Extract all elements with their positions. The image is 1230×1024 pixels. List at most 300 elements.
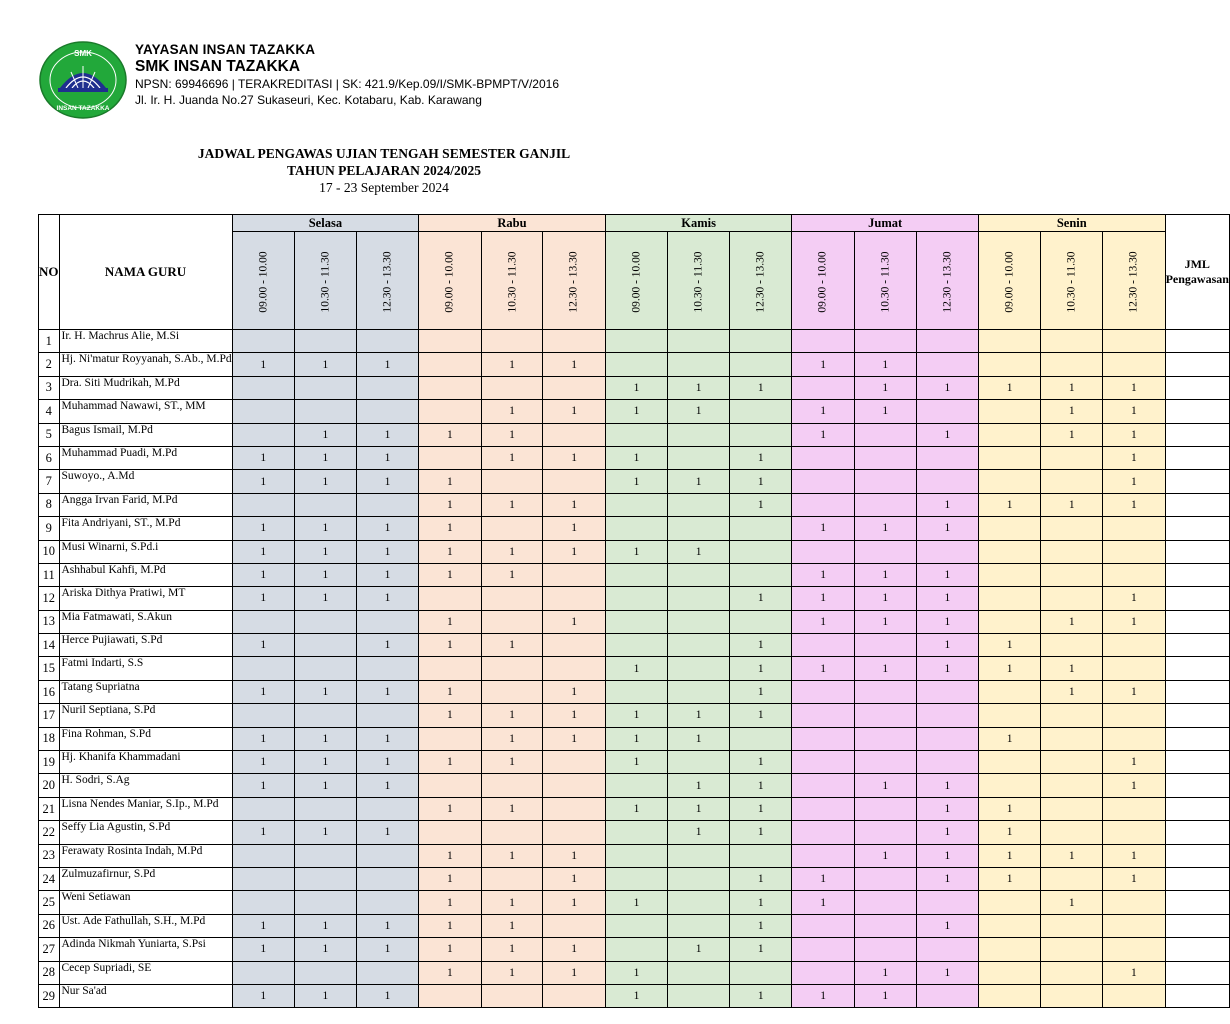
duty-cell [854,914,916,937]
duty-cell [1103,914,1165,937]
duty-cell: 1 [730,914,792,937]
duty-cell: 1 [854,376,916,399]
duty-cell [1103,891,1165,914]
row-number: 9 [39,517,60,540]
duty-cell [1103,984,1165,1007]
jml-cell [1165,938,1229,961]
duty-cell: 1 [294,517,356,540]
duty-cell [1103,353,1165,376]
row-number: 5 [39,423,60,446]
row-number: 29 [39,984,60,1007]
duty-cell [978,563,1040,586]
duty-cell [854,634,916,657]
duty-cell: 1 [543,517,605,540]
teacher-name: Nur Sa'ad [59,984,232,1007]
duty-cell [294,867,356,890]
duty-cell [232,610,294,633]
duty-cell [356,376,418,399]
duty-cell [978,330,1040,353]
duty-cell [792,797,854,820]
duty-cell: 1 [543,844,605,867]
slot-header [605,232,667,330]
slot-header [419,232,481,330]
duty-cell: 1 [854,400,916,423]
duty-cell: 1 [668,774,730,797]
duty-cell: 1 [543,353,605,376]
row-number: 2 [39,353,60,376]
duty-cell [356,844,418,867]
duty-cell: 1 [605,400,667,423]
duty-cell [792,376,854,399]
duty-cell: 1 [916,587,978,610]
table-row [39,821,1230,844]
duty-cell: 1 [232,938,294,961]
duty-cell [294,610,356,633]
duty-cell: 1 [356,634,418,657]
duty-cell [543,563,605,586]
duty-cell [916,470,978,493]
duty-cell: 1 [543,610,605,633]
row-number: 27 [39,938,60,961]
duty-cell: 1 [419,563,481,586]
table-row [39,540,1230,563]
duty-cell [356,493,418,516]
duty-cell: 1 [232,751,294,774]
duty-cell: 1 [543,493,605,516]
slot-label: 09.00 - 10.00 [630,250,643,313]
jml-cell [1165,914,1229,937]
duty-cell [730,400,792,423]
duty-cell: 1 [419,751,481,774]
duty-cell [481,587,543,610]
duty-cell: 1 [481,423,543,446]
duty-cell [668,914,730,937]
duty-cell [232,400,294,423]
duty-cell: 1 [978,634,1040,657]
duty-cell [1041,867,1103,890]
duty-cell [668,867,730,890]
jml-cell [1165,540,1229,563]
duty-cell [605,914,667,937]
duty-cell [978,961,1040,984]
duty-cell [481,821,543,844]
duty-cell [356,704,418,727]
duty-cell [605,353,667,376]
duty-cell: 1 [854,774,916,797]
row-number: 16 [39,680,60,703]
duty-cell [481,376,543,399]
duty-cell: 1 [419,797,481,820]
row-number: 18 [39,727,60,750]
duty-cell [605,517,667,540]
duty-cell: 1 [916,657,978,680]
duty-cell [543,657,605,680]
duty-cell [916,446,978,469]
day-header: Kamis [605,215,792,232]
duty-cell [232,376,294,399]
duty-cell [605,330,667,353]
table-row [39,938,1230,961]
duty-cell: 1 [854,353,916,376]
duty-cell: 1 [854,657,916,680]
duty-cell [792,680,854,703]
duty-cell [232,423,294,446]
duty-cell: 1 [232,634,294,657]
slot-header [543,232,605,330]
duty-cell [605,821,667,844]
duty-cell [668,657,730,680]
duty-cell: 1 [916,634,978,657]
duty-cell [668,587,730,610]
day-header: Rabu [419,215,606,232]
duty-cell [232,867,294,890]
row-number: 10 [39,540,60,563]
jml-cell [1165,634,1229,657]
duty-cell [481,610,543,633]
duty-cell [481,470,543,493]
slot-label: 09.00 - 10.00 [443,250,456,313]
duty-cell [294,330,356,353]
duty-cell [356,961,418,984]
duty-cell [730,727,792,750]
duty-cell [419,446,481,469]
duty-cell [668,751,730,774]
duty-cell [543,423,605,446]
duty-cell: 1 [356,751,418,774]
duty-cell [1041,751,1103,774]
duty-cell: 1 [916,797,978,820]
duty-cell: 1 [543,891,605,914]
duty-cell [419,774,481,797]
jml-cell [1165,821,1229,844]
duty-cell: 1 [730,984,792,1007]
duty-cell [356,610,418,633]
duty-cell [419,821,481,844]
teacher-name: Zulmuzafirnur, S.Pd [59,867,232,890]
duty-cell [668,634,730,657]
duty-cell: 1 [668,938,730,961]
row-number: 14 [39,634,60,657]
teacher-name: Angga Irvan Farid, M.Pd [59,493,232,516]
duty-cell: 1 [356,914,418,937]
row-number: 23 [39,844,60,867]
duty-cell [668,353,730,376]
duty-cell: 1 [730,891,792,914]
teacher-name: Mia Fatmawati, S.Akun [59,610,232,633]
table-row [39,470,1230,493]
slot-header [916,232,978,330]
duty-cell [232,493,294,516]
duty-cell: 1 [916,376,978,399]
duty-cell [1041,984,1103,1007]
duty-cell: 1 [294,470,356,493]
duty-cell [1103,563,1165,586]
duty-cell: 1 [1103,470,1165,493]
duty-cell: 1 [543,727,605,750]
duty-cell: 1 [730,867,792,890]
teacher-name: Fatmi Indarti, S.S [59,657,232,680]
table-row [39,797,1230,820]
teacher-name: Hj. Ni'matur Royyanah, S.Ab., M.Pd [59,353,232,376]
duty-cell [1041,914,1103,937]
duty-cell [294,961,356,984]
duty-cell [792,704,854,727]
jml-cell [1165,751,1229,774]
duty-cell: 1 [792,587,854,610]
jml-cell [1165,867,1229,890]
duty-cell: 1 [419,517,481,540]
teacher-name: Fina Rohman, S.Pd [59,727,232,750]
duty-cell [543,797,605,820]
row-number: 24 [39,867,60,890]
duty-cell [232,797,294,820]
duty-cell: 1 [605,797,667,820]
duty-cell [668,446,730,469]
jml-cell [1165,587,1229,610]
duty-cell [1103,938,1165,961]
jml-cell [1165,891,1229,914]
row-number: 7 [39,470,60,493]
jml-cell [1165,376,1229,399]
teacher-name: Hj. Khanifa Khammadani [59,751,232,774]
table-row [39,680,1230,703]
duty-cell: 1 [730,446,792,469]
duty-cell: 1 [1103,610,1165,633]
duty-cell [792,727,854,750]
duty-cell: 1 [605,751,667,774]
logo-top-text: SMK [74,49,92,58]
duty-cell: 1 [1103,751,1165,774]
duty-cell: 1 [232,517,294,540]
slot-header [294,232,356,330]
duty-cell [543,774,605,797]
duty-cell: 1 [668,821,730,844]
duty-cell: 1 [730,751,792,774]
duty-cell [854,727,916,750]
slot-label: 12.30 - 13.30 [381,250,394,313]
duty-cell [1041,938,1103,961]
slot-header [978,232,1040,330]
duty-cell [294,844,356,867]
duty-cell: 1 [916,821,978,844]
teacher-name: Tatang Supriatna [59,680,232,703]
slot-label: 09.00 - 10.00 [257,250,270,313]
duty-cell: 1 [1103,446,1165,469]
jml-cell [1165,657,1229,680]
duty-cell: 1 [356,446,418,469]
duty-cell [730,961,792,984]
duty-cell [792,751,854,774]
duty-cell [232,891,294,914]
duty-cell: 1 [730,376,792,399]
duty-cell: 1 [481,727,543,750]
duty-cell [854,751,916,774]
duty-cell: 1 [481,844,543,867]
duty-cell: 1 [978,493,1040,516]
duty-cell: 1 [356,680,418,703]
duty-cell [356,330,418,353]
duty-cell: 1 [294,751,356,774]
duty-cell: 1 [481,704,543,727]
slot-label: 10.30 - 11.30 [506,251,518,312]
duty-cell [792,634,854,657]
duty-cell: 1 [854,961,916,984]
table-row [39,376,1230,399]
duty-cell: 1 [730,821,792,844]
duty-cell [916,891,978,914]
table-row [39,587,1230,610]
duty-cell: 1 [792,400,854,423]
teacher-name: Fita Andriyani, ST., M.Pd [59,517,232,540]
duty-cell: 1 [730,938,792,961]
duty-cell: 1 [481,634,543,657]
duty-cell [294,704,356,727]
duty-cell [543,914,605,937]
duty-cell: 1 [605,540,667,563]
duty-cell [605,587,667,610]
duty-cell [978,680,1040,703]
duty-cell: 1 [294,446,356,469]
duty-cell [232,844,294,867]
duty-cell: 1 [730,680,792,703]
jml-cell [1165,493,1229,516]
duty-cell [916,540,978,563]
duty-cell [481,330,543,353]
duty-cell [916,727,978,750]
duty-cell: 1 [356,587,418,610]
duty-cell [730,540,792,563]
duty-cell [730,610,792,633]
duty-cell [978,774,1040,797]
teacher-name: Bagus Ismail, M.Pd [59,423,232,446]
duty-cell: 1 [294,423,356,446]
foundation-name: YAYASAN INSAN TAZAKKA [135,42,316,57]
row-number: 6 [39,446,60,469]
teacher-name: Lisna Nendes Maniar, S.Ip., M.Pd [59,797,232,820]
table-row [39,400,1230,423]
duty-cell [668,517,730,540]
duty-cell [1103,330,1165,353]
duty-cell [1041,821,1103,844]
duty-cell: 1 [232,821,294,844]
duty-cell [481,774,543,797]
duty-cell: 1 [668,400,730,423]
duty-cell [605,938,667,961]
duty-cell: 1 [543,400,605,423]
duty-cell [1041,797,1103,820]
table-row [39,610,1230,633]
duty-cell: 1 [294,984,356,1007]
duty-cell [419,587,481,610]
slot-header [481,232,543,330]
duty-cell: 1 [730,587,792,610]
duty-cell: 1 [481,891,543,914]
duty-cell [294,634,356,657]
duty-cell [916,330,978,353]
duty-cell [792,938,854,961]
duty-cell [294,400,356,423]
duty-cell [792,961,854,984]
row-number: 12 [39,587,60,610]
duty-cell: 1 [419,844,481,867]
duty-cell [1103,704,1165,727]
duty-cell [978,938,1040,961]
duty-cell: 1 [730,797,792,820]
duty-cell [978,610,1040,633]
duty-cell: 1 [1041,493,1103,516]
duty-cell [481,680,543,703]
duty-cell [668,891,730,914]
duty-cell [978,423,1040,446]
duty-cell: 1 [419,704,481,727]
duty-cell: 1 [419,867,481,890]
jml-cell [1165,961,1229,984]
duty-cell [668,493,730,516]
teacher-name: Cecep Supriadi, SE [59,961,232,984]
duty-cell: 1 [232,470,294,493]
teacher-name: Herce Pujiawati, S.Pd [59,634,232,657]
duty-cell [294,493,356,516]
duty-cell [978,470,1040,493]
duty-cell: 1 [294,353,356,376]
duty-cell [668,680,730,703]
duty-cell [481,657,543,680]
duty-cell: 1 [668,540,730,563]
duty-cell [356,400,418,423]
duty-cell: 1 [668,470,730,493]
duty-cell: 1 [730,657,792,680]
teacher-name: Ferawaty Rosinta Indah, M.Pd [59,844,232,867]
duty-cell [978,751,1040,774]
duty-cell: 1 [419,891,481,914]
duty-cell: 1 [356,821,418,844]
duty-cell [1103,727,1165,750]
duty-cell: 1 [481,446,543,469]
duty-cell: 1 [419,423,481,446]
duty-cell [1041,587,1103,610]
jml-cell [1165,330,1229,353]
duty-cell: 1 [294,540,356,563]
duty-cell: 1 [792,610,854,633]
duty-cell [356,891,418,914]
duty-cell: 1 [1103,493,1165,516]
accreditation-line: NPSN: 69946696 | TERAKREDITASI | SK: 421.9/Kep.09/I/SMK-BPMPT/V/2016 [135,77,559,91]
duty-cell: 1 [605,891,667,914]
duty-cell: 1 [356,563,418,586]
duty-cell: 1 [978,657,1040,680]
duty-cell [356,797,418,820]
duty-cell [419,727,481,750]
duty-cell [543,470,605,493]
duty-cell [1103,657,1165,680]
duty-cell [1041,774,1103,797]
duty-cell: 1 [1041,680,1103,703]
duty-cell [1103,540,1165,563]
duty-cell: 1 [605,984,667,1007]
teacher-name: H. Sodri, S.Ag [59,774,232,797]
duty-cell: 1 [916,517,978,540]
duty-cell: 1 [294,727,356,750]
teacher-name: Ariska Dithya Pratiwi, MT [59,587,232,610]
duty-cell: 1 [978,376,1040,399]
jml-cell [1165,517,1229,540]
duty-cell: 1 [854,610,916,633]
jml-cell [1165,844,1229,867]
duty-cell [854,423,916,446]
duty-cell [792,330,854,353]
duty-cell [605,867,667,890]
schedule-table [38,214,1230,1008]
